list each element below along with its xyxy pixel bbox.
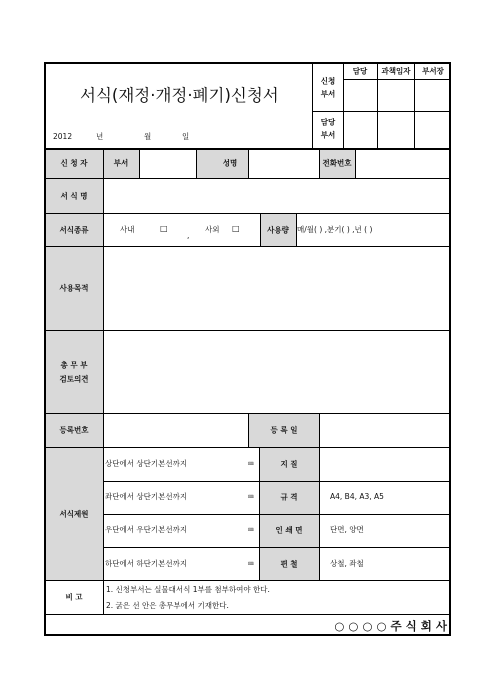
form-name-label: 서 식 명 <box>60 191 88 201</box>
spec-row-3-left: 우단에서 우단기본선까지 <box>105 525 188 534</box>
inside-checkbox[interactable]: □ <box>160 224 168 233</box>
spec-row-1-field: 지 질 <box>280 459 298 469</box>
date-year: 2012 <box>53 132 73 141</box>
name-label: 성명 <box>222 158 238 168</box>
approval-row2-label-b: 부서 <box>320 130 336 140</box>
spec-row-4-field: 편 철 <box>280 559 298 569</box>
remarks-label: 비 고 <box>65 592 83 602</box>
registration-date-label: 등 록 일 <box>270 425 298 435</box>
remarks-note-2: 2. 굵은 선 안은 총무부에서 기재한다. <box>106 601 229 610</box>
spec-row-2-value: A4, B4, A3, A5 <box>330 492 384 501</box>
spec-row-3-unit: ㎜ <box>248 527 254 533</box>
approval-row1-label-b: 부서 <box>320 89 336 99</box>
approval-header-section-chief: 과책임자 <box>381 66 411 76</box>
purpose-label: 사용목적 <box>59 283 89 293</box>
usage-label: 사용량 <box>267 225 289 235</box>
review-label-line2: 검토의견 <box>59 374 89 384</box>
spec-row-4-value: 상철, 좌철 <box>330 559 364 568</box>
review-label-line1: 총 무 부 <box>60 360 88 370</box>
spec-row-1-unit: ㎜ <box>248 461 254 467</box>
applicant-label: 신 청 자 <box>60 158 88 168</box>
inside-option-label: 사내 <box>120 225 135 234</box>
date-year-unit: 년 <box>96 132 104 141</box>
outside-checkbox[interactable]: □ <box>232 224 240 233</box>
spec-row-2-unit: ㎜ <box>248 494 254 500</box>
dept-label: 부서 <box>113 158 129 168</box>
spec-row-2-left: 좌단에서 상단기본선까지 <box>105 492 188 501</box>
spec-row-4-unit: ㎜ <box>248 561 254 567</box>
phone-label: 전화번호 <box>322 158 352 168</box>
spec-row-4-left: 하단에서 하단기본선까지 <box>105 559 188 568</box>
date-day-unit: 일 <box>182 132 190 141</box>
usage-value: 매/월( ) ,분기( ) ,년 ( ) <box>297 225 373 234</box>
spec-row-3-field: 인 쇄 면 <box>275 525 303 535</box>
spec-row-3-value: 단면, 양면 <box>330 525 364 534</box>
date-month-unit: 월 <box>144 132 152 141</box>
form-type-label: 서식종류 <box>59 225 89 235</box>
production-label: 서식제원 <box>59 509 89 519</box>
remarks-note-1: 1. 신청부서는 실물대서식 1부를 첨부하여야 한다. <box>106 585 270 594</box>
approval-header-staff: 담당 <box>352 66 368 76</box>
form-title: 서식(재정·개정·폐기)신청서 <box>80 86 279 105</box>
company-name: ○ ○ ○ ○ 주 식 회 사 <box>334 619 447 633</box>
approval-header-dept-head: 부서장 <box>422 66 444 76</box>
approval-row1-label-a: 신청 <box>320 76 336 86</box>
outside-option-label: 사외 <box>205 225 220 234</box>
approval-row2-label-a: 담당 <box>320 117 336 127</box>
spec-row-2-field: 규 격 <box>280 492 298 502</box>
separator-mark: , <box>187 231 190 240</box>
spec-row-1-left: 상단에서 상단기본선까지 <box>105 459 188 468</box>
registration-label: 등록번호 <box>59 425 89 435</box>
